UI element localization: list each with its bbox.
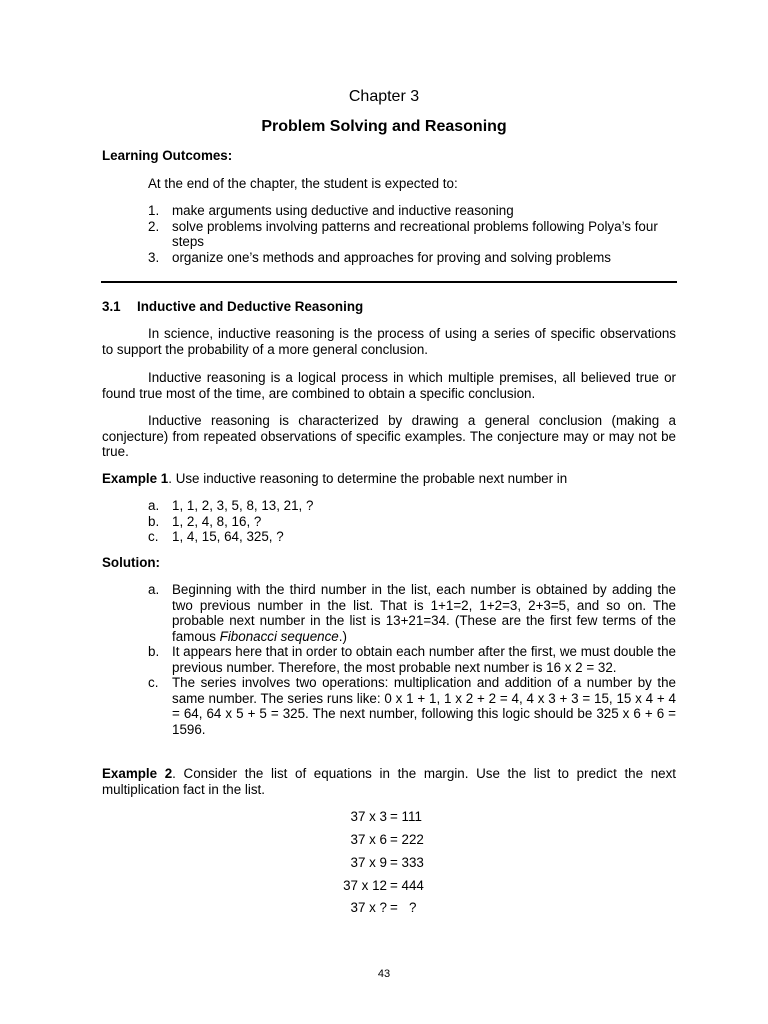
- section-divider: [101, 281, 677, 283]
- paragraph: Inductive reasoning is characterized by drawing a general conclusion (making a conjecture) from repeated observations of specific examples. The conjecture may or may not be true.: [102, 413, 676, 459]
- list-item: c. 1, 4, 15, 64, 325, ?: [148, 529, 284, 544]
- learning-outcomes-heading: Learning Outcomes:: [102, 148, 233, 163]
- example-2-prompt: Example 2. Consider the list of equations in the margin. Use the list to predict the next multiplication fact in the list.: [102, 766, 676, 797]
- equation-row: 37 x 6 = 222: [350, 832, 424, 847]
- list-item: 2. solve problems involving patterns and recreational problems following Polya’s four steps: [148, 218, 658, 249]
- example-1-prompt: Example 1. Use inductive reasoning to determine the probable next number in: [102, 471, 568, 486]
- equation-row: 37 x 3 = 111: [350, 809, 422, 824]
- outcomes-list: [148, 203, 676, 265]
- example-1-label: Example 1: [102, 471, 169, 486]
- paragraph: In science, inductive reasoning is the process of using a series of specific observations to support the probability of a more general conclusion.: [102, 326, 676, 357]
- list-item: a. Beginning with the third number in the list, each number is obtained by adding the two previous number in the list. That is 1+1=2, 1+2=3, 2+3=5, and so on. The probable next number in the list is 13+21=34. (These are the first few terms of the famous Fibonacci sequence.): [148, 582, 676, 644]
- chapter-label: Chapter 3: [348, 88, 420, 105]
- outcomes-intro: At the end of the chapter, the student is expected to:: [148, 176, 458, 191]
- equation-row: 37 x ? = ?: [350, 900, 417, 915]
- section-number: 3.1: [102, 299, 121, 314]
- equation-row: 37 x 12 = 444: [343, 878, 424, 893]
- example-1-list: [148, 498, 676, 545]
- chapter-title: Problem Solving and Reasoning: [261, 118, 507, 135]
- list-item: a. 1, 1, 2, 3, 5, 8, 13, 21, ?: [148, 498, 314, 513]
- list-item: b. 1, 2, 4, 8, 16, ?: [148, 513, 262, 529]
- example-2-label: Example 2: [102, 766, 173, 781]
- page-number: 43: [377, 968, 391, 980]
- list-item: 1. make arguments using deductive and inductive reasoning: [148, 203, 514, 218]
- solution-heading: Solution:: [102, 555, 161, 570]
- section-title: Inductive and Deductive Reasoning: [137, 299, 364, 314]
- list-item: 3. organize one’s methods and approaches for proving and solving problems: [148, 249, 611, 265]
- list-item: c. The series involves two operations: multiplication and addition of a number by the same number. The series runs like: 0 x 1 + 1, 1 x 2 + 2 = 4, 4 x 3 + 3 = 15, 15 x 4 + 4 = 64, 64 x 5 + 5 = 325. The next number, following this logic should be 325 x 6 + 6 = 1596.: [148, 675, 676, 737]
- paragraph: Inductive reasoning is a logical process in which multiple premises, all believed true or found true most of the time, are combined to obtain a specific conclusion.: [102, 370, 676, 401]
- list-item: b. It appears here that in order to obtain each number after the first, we must double the previous number. Therefore, the most probable next number is 16 x 2 = 32.: [148, 644, 676, 675]
- equation-row: 37 x 9 = 333: [350, 855, 424, 870]
- solution-list: [148, 582, 676, 737]
